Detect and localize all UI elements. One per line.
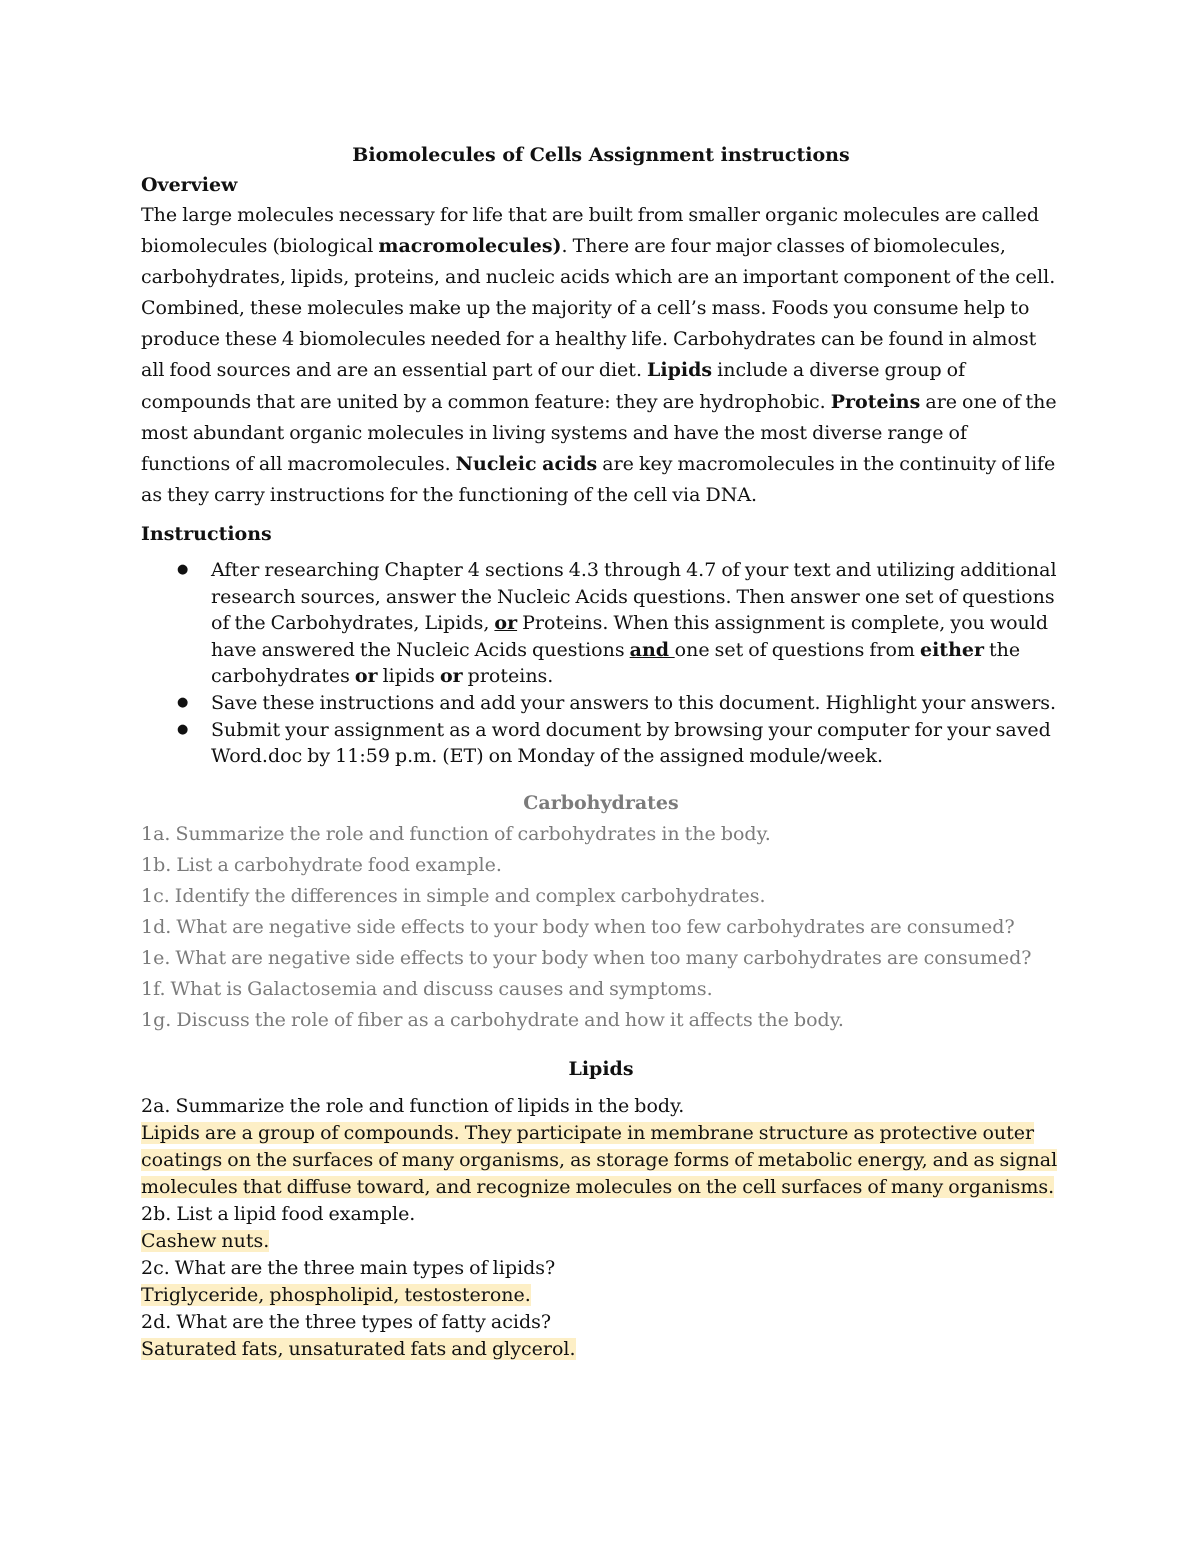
question-1f: 1f. What is Galactosemia and discuss causes and symptoms. bbox=[141, 978, 713, 1001]
list-item: ● Submit your assignment as a word document by browsing your computer for your saved Word.doc by 11:59 p.m. (ET) on Monday of the assigned module/week. bbox=[211, 717, 1061, 770]
list-item: ● After researching Chapter 4 sections 4.3 through 4.7 of your text and utilizing additional research sources, answer the Nucleic Acids questions. Then answer one set of questions of the Carbohydrates, Lipids, or Proteins. When this assignment is complete, you would have answered the Nucleic Acids questions and one set of questions from either the carbohydrates or lipids or proteins. bbox=[211, 557, 1061, 690]
question-2b: 2b. List a lipid food example. bbox=[141, 1203, 416, 1226]
overview-paragraph: The large molecules necessary for life that are built from smaller organic molecules are called biomolecules (biological macromolecules). There are four major classes of biomolecules, carbohydrates, lipids, proteins, and nucleic acids which are an important component of the cell. Combined, these molecules make up the majority of a cell’s mass. Foods you consume help to produce these 4 biomolecules needed for a healthy life. Carbohydrates can be found in almost all food sources and are an essential part of our diet. Lipids include a diverse group of compounds that are united by a common feature: they are hydrophobic. Proteins are one of the most abundant organic molecules in living systems and have the most diverse range of functions of all macromolecules. Nucleic acids are key macromolecules in the continuity of life as they carry instructions for the functioning of the cell via DNA. bbox=[141, 204, 1057, 506]
lipids-section bbox=[141, 1054, 1061, 1363]
carbohydrates-section bbox=[141, 788, 1061, 1037]
lipids-heading: Lipids bbox=[568, 1058, 634, 1081]
question-1a: 1a. Summarize the role and function of carbohydrates in the body. bbox=[141, 822, 771, 845]
question-2c: 2c. What are the three main types of lipids? bbox=[141, 1257, 556, 1280]
answer-2c: Triglyceride, phospholipid, testosterone. bbox=[141, 1284, 531, 1307]
document-page bbox=[141, 140, 1061, 1363]
question-2a: 2a. Summarize the role and function of lipids in the body. bbox=[141, 1095, 685, 1118]
overview-heading: Overview bbox=[141, 174, 238, 196]
list-item: ● Save these instructions and add your answers to this document. Highlight your answers. bbox=[211, 690, 1061, 717]
instructions-list bbox=[141, 557, 1061, 770]
answer-2b: Cashew nuts. bbox=[141, 1230, 270, 1253]
question-1d: 1d. What are negative side effects to your body when too few carbohydrates are consumed? bbox=[141, 915, 1015, 938]
answer-2a: Lipids are a group of compounds. They participate in membrane structure as protective outer coatings on the surfaces of many organisms, as storage forms of metabolic energy, and as signal molecules that diffuse toward, and recognize molecules on the cell surfaces of many organisms. bbox=[141, 1122, 1058, 1199]
question-1c: 1c. Identify the differences in simple and complex carbohydrates. bbox=[141, 884, 766, 907]
question-2d: 2d. What are the three types of fatty acids? bbox=[141, 1311, 552, 1334]
question-1g: 1g. Discuss the role of fiber as a carbohydrate and how it affects the body. bbox=[141, 1009, 844, 1032]
answer-2d: Saturated fats, unsaturated fats and glycerol. bbox=[141, 1338, 576, 1361]
carbohydrates-heading: Carbohydrates bbox=[523, 791, 679, 814]
question-1e: 1e. What are negative side effects to your body when too many carbohydrates are consumed? bbox=[141, 947, 1032, 970]
question-1b: 1b. List a carbohydrate food example. bbox=[141, 853, 502, 876]
document-title: Biomolecules of Cells Assignment instructions bbox=[352, 144, 850, 166]
instructions-heading: Instructions bbox=[141, 522, 272, 545]
